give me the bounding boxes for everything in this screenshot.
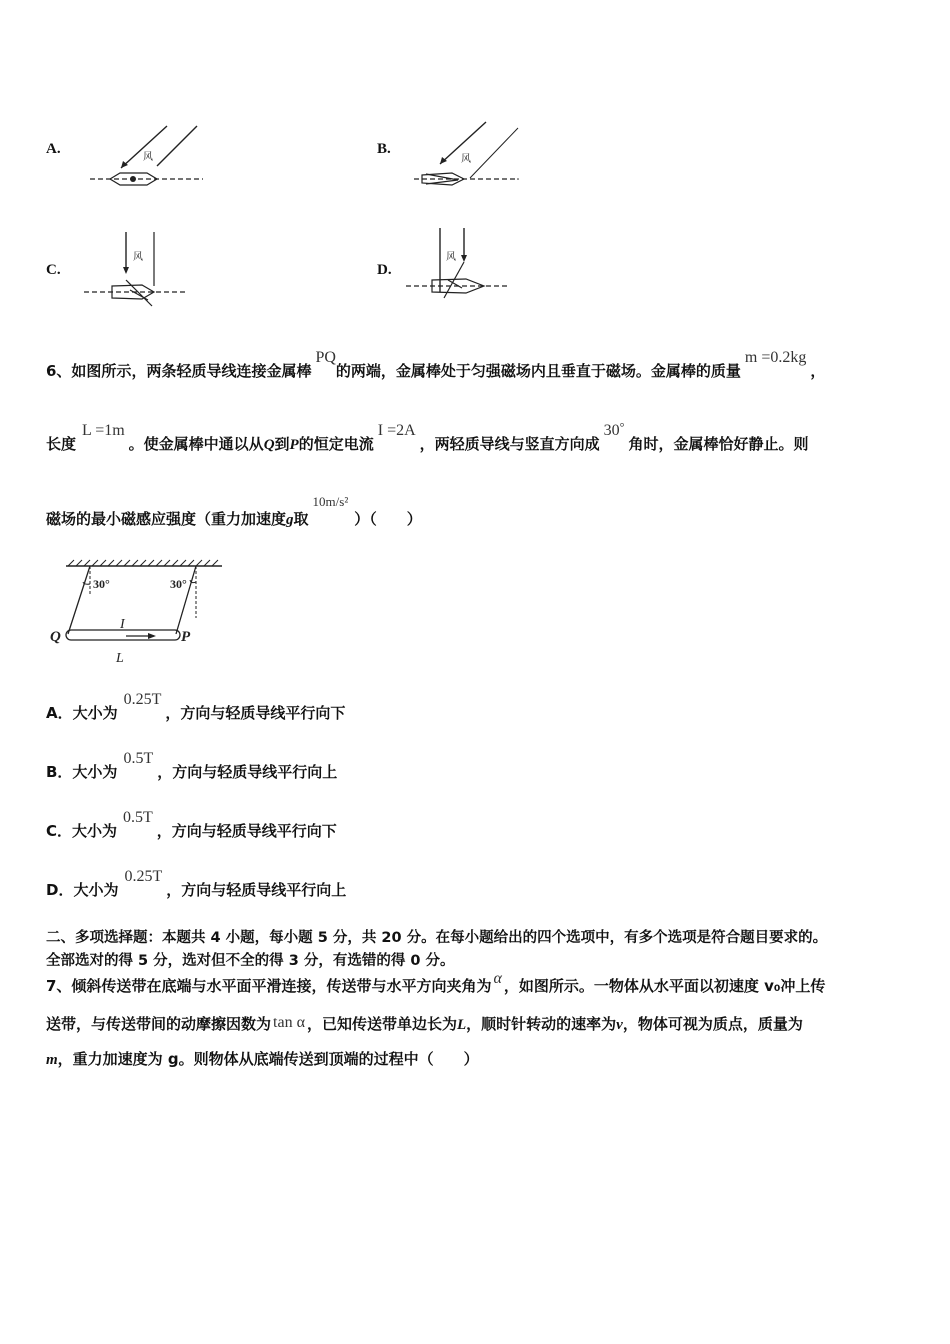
q6-line2-text: 长度 — [46, 435, 77, 453]
q6-option-d[interactable] — [46, 868, 347, 900]
symbol-v: v — [616, 1017, 623, 1033]
wind-label-a: 风 — [143, 152, 153, 163]
point-q: Q — [263, 437, 275, 453]
q6-option-b[interactable] — [46, 750, 338, 782]
math-alpha: α — [493, 970, 502, 987]
option-a-text: ，方向与轻质导线平行向下 — [165, 704, 346, 722]
symbol-l: L — [456, 1017, 467, 1033]
q6-line3-text2: 取 — [293, 510, 309, 528]
option-d-text: ，方向与轻质导线平行向上 — [166, 881, 347, 899]
option-d-label: D. — [377, 262, 392, 278]
figure-option-b — [412, 120, 532, 195]
symbol-m: m — [46, 1052, 58, 1068]
q6-line1-end: ， — [810, 362, 826, 380]
q7-line3-text: ，重力加速度为 g。则物体从底端传送到顶端的过程中（ ） — [57, 1050, 479, 1068]
q6-line-1 — [46, 349, 826, 381]
q7-line-1 — [46, 970, 826, 996]
q6-line1-text: 6、如图所示，两条轻质导线连接金属棒 — [46, 362, 312, 380]
math-angle: 30 — [603, 422, 620, 439]
q6-option-c[interactable] — [46, 809, 337, 841]
section2-heading-line1: 二、多项选择题：本题共 4 小题，每小题 5 分，共 20 分。在每小题给出的四个选项中，有多个选项是符合题目要求的。 — [46, 930, 828, 946]
q7-line2-text2: ，已知传送带单边长为 — [306, 1015, 457, 1033]
wind-label-d: 风 — [446, 252, 456, 263]
option-d-value: 0.25T — [124, 868, 163, 885]
current-label: I — [120, 617, 125, 632]
q6-line2-text4: 的恒定电流 — [298, 435, 374, 453]
q6-line-2 — [46, 420, 809, 454]
q6-option-a[interactable] — [46, 691, 346, 723]
figure-option-d — [404, 226, 514, 306]
q7-line-3 — [46, 1048, 479, 1069]
q6-figure — [44, 558, 234, 668]
q6-line1-text2: 的两端，金属棒处于匀强磁场内且垂直于磁场。金属棒的质量 — [335, 362, 741, 380]
q6-line2-text5: ，两轻质导线与竖直方向成 — [419, 435, 600, 453]
math-length: L =1m — [82, 422, 125, 439]
q6-line2-end: 角时，金属棒恰好静止。则 — [628, 435, 809, 453]
q6-line-3 — [46, 494, 422, 529]
q7-line2-text3: ，顺时针转动的速率为 — [466, 1015, 617, 1033]
q7-line2-end: ，物体可视为质点，质量为 — [622, 1015, 803, 1033]
math-pq: PQ — [315, 349, 336, 366]
p-label: P — [181, 629, 191, 645]
q6-line2-text3: 到 — [274, 435, 290, 453]
math-mass: m =0.2kg — [744, 349, 807, 366]
option-c-label: C. — [46, 262, 61, 278]
option-c-text: ，方向与轻质导线平行向下 — [156, 822, 337, 840]
section2-heading-line2: 全部选对的得 5 分，选对但不全的得 3 分，有选错的得 0 分。 — [46, 953, 455, 969]
option-a-prefix: A．大小为 — [46, 704, 118, 722]
q7-line1-end: ，如图所示。一物体从水平面以初速度 v₀冲上传 — [503, 977, 826, 995]
q7-line2-text: 送带，与传送带间的动摩擦因数为 — [46, 1015, 272, 1033]
option-a-label: A. — [46, 141, 61, 157]
point-p: P — [289, 437, 299, 453]
wind-label-c: 风 — [133, 252, 143, 263]
q6-line2-text2: 。使金属棒中通以从 — [128, 435, 264, 453]
option-d-prefix: D．大小为 — [46, 881, 119, 899]
option-c-prefix: C．大小为 — [46, 822, 118, 840]
angle-left-label: 30° — [93, 577, 110, 591]
figure-option-a — [85, 120, 215, 195]
length-label: L — [116, 651, 124, 666]
option-c-value: 0.5T — [123, 809, 153, 826]
math-gravity: 10m/s² — [312, 494, 349, 509]
q7-line1-text: 7、倾斜传送带在底端与水平面平滑连接，传送带与水平方向夹角为 — [46, 977, 492, 995]
figure-option-c — [82, 230, 192, 310]
q7-line-2 — [46, 1013, 803, 1034]
option-a-value: 0.25T — [123, 691, 162, 708]
angle-right-label: 30° — [170, 577, 187, 591]
q6-line3-text: 磁场的最小磁感应强度（重力加速度 — [46, 510, 287, 528]
wind-label-b: 风 — [461, 154, 471, 165]
q-label: Q — [50, 629, 61, 645]
q6-line3-end: ）（ ） — [354, 510, 422, 528]
math-current: I =2A — [377, 422, 416, 439]
math-degree: ° — [619, 420, 625, 434]
option-b-label: B. — [377, 141, 391, 157]
option-b-prefix: B．大小为 — [46, 763, 118, 781]
option-b-value: 0.5T — [123, 750, 154, 767]
option-b-text: ，方向与轻质导线平行向上 — [157, 763, 338, 781]
symbol-g: g — [286, 512, 294, 528]
math-tan-alpha: tan α — [273, 1014, 305, 1031]
